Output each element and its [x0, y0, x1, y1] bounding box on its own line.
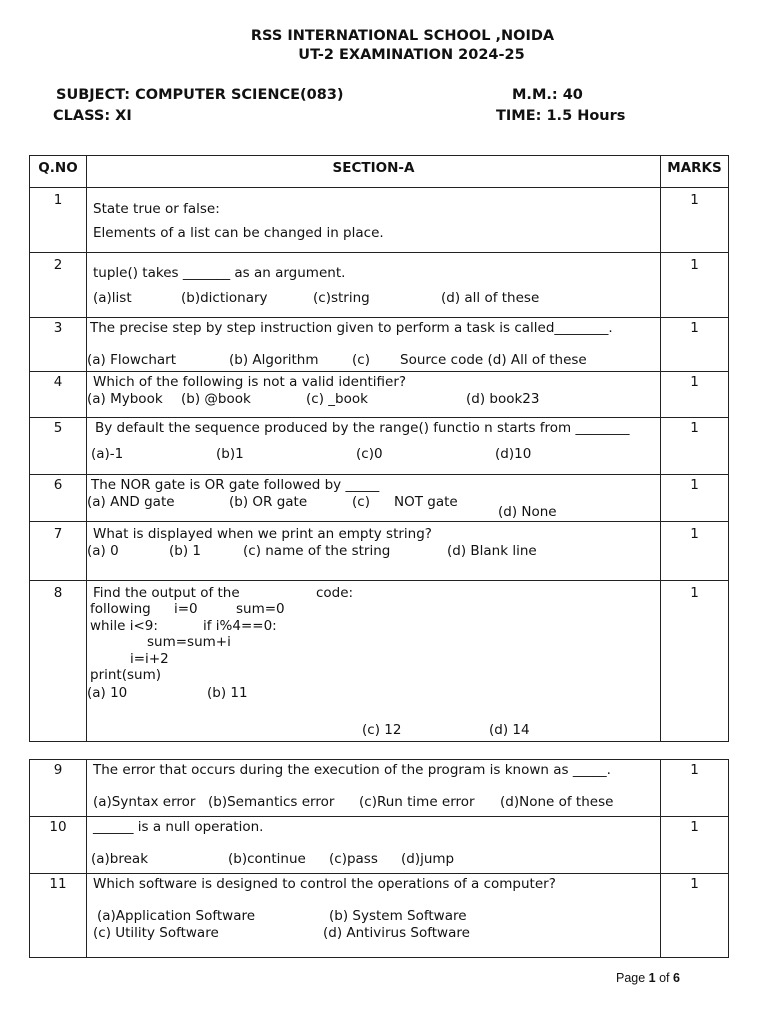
table-row: [30, 581, 728, 742]
question-number: 11: [49, 876, 67, 892]
code-line: i=0: [174, 601, 198, 617]
question-table-1: [29, 155, 729, 742]
question-marks: 1: [690, 585, 699, 601]
code-line: code:: [316, 585, 354, 601]
page-indicator: [616, 971, 680, 985]
question-number: 7: [53, 526, 63, 542]
subject-label: SUBJECT: COMPUTER SCIENCE(083): [56, 87, 344, 103]
question-text: What is displayed when we print an empty string?: [93, 526, 432, 542]
option: (c)pass: [329, 851, 378, 867]
question-text: tuple() takes _______ as an argument.: [93, 265, 346, 281]
option: (c)0: [356, 446, 383, 462]
option: NOT gate: [394, 494, 458, 510]
code-line: following: [90, 601, 151, 617]
question-text: The precise step by step instruction given to perform a task is called________.: [90, 320, 613, 336]
question-marks: 1: [690, 819, 699, 835]
col-header-marks: MARKS: [667, 160, 722, 176]
question-marks: 1: [690, 526, 699, 542]
col-header-section: SECTION-A: [332, 160, 415, 176]
code-line: sum=sum+i: [147, 634, 231, 650]
option: Source code (d) All of these: [400, 352, 587, 368]
option: (d) all of these: [441, 290, 540, 306]
option: (d) 14: [489, 722, 530, 738]
code-line: while i<9:: [90, 618, 158, 634]
option: (d)10: [495, 446, 532, 462]
question-marks: 1: [690, 257, 699, 273]
option: (a) 0: [87, 543, 119, 559]
option: (a)-1: [91, 446, 124, 462]
code-line: i=i+2: [130, 651, 169, 667]
question-text: Which software is designed to control the operations of a computer?: [93, 876, 556, 892]
option: (d)None of these: [500, 794, 614, 810]
page-total: 6: [673, 971, 680, 985]
option: (b)dictionary: [181, 290, 268, 306]
option: (a) 10: [87, 685, 128, 701]
option: (c) Utility Software: [93, 925, 219, 941]
question-text: State true or false:: [93, 201, 220, 217]
code-line: Find the output of the: [93, 585, 240, 601]
question-marks: 1: [690, 876, 699, 892]
table-row: [30, 253, 728, 318]
table-row: [30, 522, 728, 581]
option: (c)string: [313, 290, 370, 306]
code-line: sum=0: [236, 601, 285, 617]
page-current: 1: [648, 971, 656, 985]
table-header-row: [30, 156, 728, 188]
option: (a)Application Software: [97, 908, 256, 924]
question-text: The error that occurs during the execution of the program is known as _____.: [93, 762, 611, 778]
option: (c)Run time error: [359, 794, 475, 810]
question-number: 2: [53, 257, 63, 273]
question-text: The NOR gate is OR gate followed by _____: [91, 477, 380, 493]
option: (b) OR gate: [229, 494, 308, 510]
question-number: 9: [53, 762, 63, 778]
question-marks: 1: [690, 192, 699, 208]
option: (b) 11: [207, 685, 248, 701]
question-marks: 1: [690, 374, 699, 390]
option: (d)jump: [401, 851, 455, 867]
table-row: [30, 318, 728, 372]
option: (a) AND gate: [87, 494, 175, 510]
code-line: print(sum): [90, 667, 161, 683]
question-text: By default the sequence produced by the range() functio n starts from ________: [95, 420, 630, 436]
question-text: ______ is a null operation.: [93, 819, 264, 835]
class-label: CLASS: XI: [53, 108, 132, 124]
question-number: 8: [53, 585, 63, 601]
option: (d) Antivirus Software: [323, 925, 470, 941]
table-row: [30, 760, 728, 817]
table-row: [30, 475, 728, 522]
table-row: [30, 372, 728, 418]
question-text: Elements of a list can be changed in place.: [93, 225, 384, 241]
table-row: [30, 188, 728, 253]
question-number: 4: [53, 374, 63, 390]
option: (b) Algorithm: [229, 352, 319, 368]
question-marks: 1: [690, 420, 699, 436]
max-marks-label: M.M.: 40: [512, 87, 583, 103]
option: (d) Blank line: [447, 543, 537, 559]
option: (c): [352, 494, 370, 510]
option: (a)Syntax error: [93, 794, 196, 810]
option: (a) Mybook: [87, 391, 163, 407]
question-table-2: [29, 759, 729, 958]
option: (d) None: [498, 504, 557, 520]
option: (b)Semantics error: [208, 794, 335, 810]
question-number: 3: [53, 320, 63, 336]
question-marks: 1: [690, 477, 699, 493]
option: (c): [352, 352, 370, 368]
option: (d) book23: [466, 391, 540, 407]
school-name: RSS INTERNATIONAL SCHOOL ,NOIDA: [250, 28, 555, 44]
option: (c) 12: [362, 722, 402, 738]
question-number: 10: [49, 819, 67, 835]
table-row: [30, 418, 728, 475]
option: (b)1: [216, 446, 244, 462]
question-number: 6: [53, 477, 63, 493]
table-row: [30, 874, 728, 958]
option: (a)list: [93, 290, 132, 306]
question-marks: 1: [690, 320, 699, 336]
option: (a) Flowchart: [87, 352, 177, 368]
option: (c) name of the string: [243, 543, 391, 559]
option: (b) 1: [169, 543, 201, 559]
time-label: TIME: 1.5 Hours: [496, 108, 626, 124]
page-prefix: Page: [616, 971, 649, 985]
option: (b)continue: [228, 851, 306, 867]
exam-title: UT-2 EXAMINATION 2024-25: [298, 47, 525, 63]
question-text: Which of the following is not a valid identifier?: [93, 374, 407, 390]
option: (b) System Software: [329, 908, 467, 924]
question-number: 1: [53, 192, 63, 208]
page-of: of: [655, 971, 673, 985]
question-number: 5: [53, 420, 63, 436]
question-marks: 1: [690, 762, 699, 778]
col-header-qno: Q.NO: [38, 160, 78, 176]
table-row: [30, 817, 728, 874]
option: (a)break: [91, 851, 149, 867]
option: (b) @book: [181, 391, 251, 407]
code-line: if i%4==0:: [203, 618, 277, 634]
option: (c) _book: [306, 391, 368, 407]
